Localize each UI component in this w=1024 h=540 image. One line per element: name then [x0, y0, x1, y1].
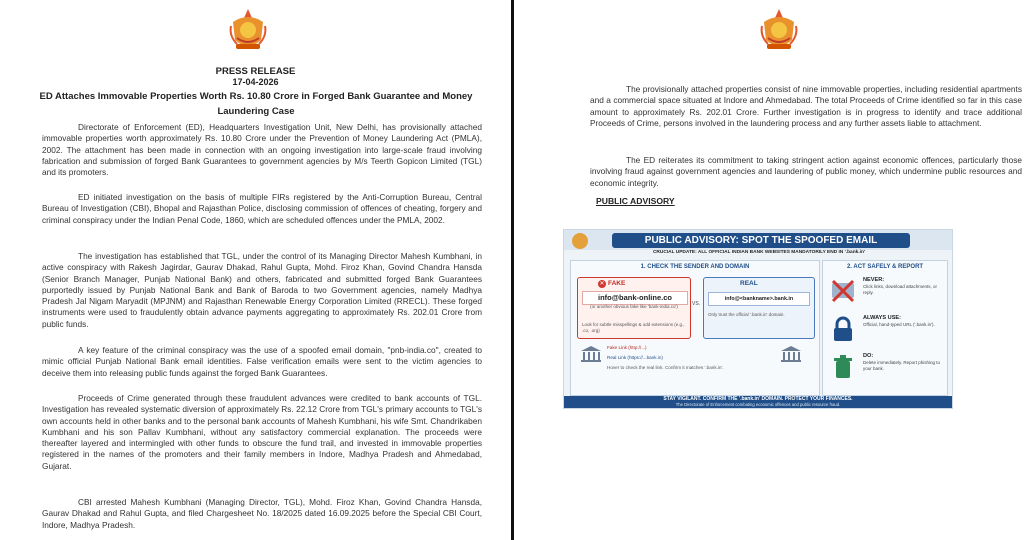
never-row [827, 275, 943, 311]
lock-icon [829, 315, 857, 343]
fake-label: FAKE [608, 280, 626, 287]
paragraph: The investigation has established that TGL, under the control of its Managing Director Mahesh Kumbhani, in active conspiracy with Rakesh Jagirdar, Gaurav Dhakad, Rahul Gupta, Mohd. Firoz Khan, Govind Chandra Hansda (Senior Branch Manager, Punjab National Bank) and others, fabricated and submitted forged Bank Guarantees purportedly issued by Punjab National Bank and Bank of Baroda to two Government agencies, namely Madhya Pradesh Jal Nigam Maryadit (MPJNM) and Rajasthan Renewable Energy Corporation Limited (RRECL). These forged instruments were used to fraudulently obtain advance payments aggregating to approximately Rs. 202.01 Crore from public funds. [42, 251, 482, 329]
do-text: Delete immediately. Report phishing to your bank. [863, 360, 940, 371]
section-check-sender: 1. CHECK THE SENDER AND DOMAIN [640, 264, 750, 270]
check-sender-panel [570, 260, 820, 396]
infographic-header-bar [564, 230, 952, 250]
ed-badge-icon [572, 233, 588, 249]
fake-link-text: Fake Link (http://...) [607, 345, 647, 350]
real-email-card [703, 277, 815, 339]
real-link-text: Real Link (https://...bank.in) [607, 355, 663, 360]
do-row [827, 351, 943, 387]
paragraph: A key feature of the criminal conspiracy was the use of a spoofed email domain, "pnb-india.co", created to mimic official Punjab National Bank email identities. False verification emails were sent to the victim agencies to deceive them into releasing public funds against the forged Bank Guarantees. [42, 345, 482, 378]
fake-email-card [577, 277, 691, 339]
x-mark-icon: ✕ [599, 281, 605, 287]
public-advisory-heading: PUBLIC ADVISORY [596, 196, 675, 206]
always-row [827, 313, 943, 349]
no-click-icon [829, 277, 857, 305]
infographic-footer [564, 396, 952, 408]
press-release-page-1 [0, 0, 511, 540]
always-heading: ALWAYS USE: [863, 315, 902, 321]
never-text: Click links, download attachments, or reply. [863, 284, 938, 295]
never-heading: NEVER: [863, 277, 885, 283]
bank-building-icon [779, 345, 803, 363]
paragraph: Proceeds of Crime generated through these fraudulent advances were credited to bank accounts of TGL. Investigation has revealed systematic diversion of approximately Rs. 22.12 Crore from TGL's primary accounts to TGL's own accounts held in other banks and to the personal bank accounts of Mahesh Kumbhani, his wife Smt. Chandrikaben Kumbhani and his son Pallav Kumbhani, without any satisfactory commercial explanation. The proceeds were thereafter layered and intermingled with other funds to obscure the fund trail, and invested in immovable properties registered in the names of the promoters and their family members in Indore, Madhya Pradesh and Ahmedabad, Gujarat. [42, 393, 482, 471]
spoofed-email-infographic [563, 229, 953, 409]
section-act-safely: 2. ACT SAFELY & REPORT [846, 264, 924, 270]
press-release-date: 17-04-2026 [232, 77, 279, 87]
vs-label: VS. [692, 301, 701, 307]
do-heading: DO: [863, 353, 874, 359]
footer-slogan: STAY VIGILANT. CONFIRM THE '.bank.in' DOMAIN. PROTECT YOUR FINANCES. [663, 396, 853, 402]
paragraph: The provisionally attached properties consist of nine immovable properties, including residential apartments and a commercial space situated at Indore and Ahmedabad. The total Proceeds of Crime identified so far in this case amount to approximately Rs. 202.01 Crore. Further investigation is in progress to identify and trace additional Proceeds of Crime, persons involved in the laundering process and any further assets liable to attachment. [590, 84, 1022, 128]
press-release-headline: ED Attaches Immovable Properties Worth Rs. 10.80 Crore in Forged Bank Guarantee and Money Laundering Case [39, 91, 473, 117]
always-text: Official, hand-typed URL ('.bank.in'). [863, 322, 935, 327]
fake-email-tip: Look for subtle misspellings & odd extensions (e.g., .co, .org) [582, 322, 685, 333]
paragraph: CBI arrested Mahesh Kumbhani (Managing Director, TGL), Mohd. Firoz Khan, Govind Chandra Hansda, Gaurav Dhakad and Rahul Gupta, and filed Chargesheet No. 18/2025 dated 16.09.2025 before the Special CBI Court, Indore, Madhya Pradesh. [42, 497, 482, 530]
link-check-area [607, 343, 767, 383]
trash-icon [829, 353, 857, 381]
ed-emblem-icon [754, 6, 804, 56]
real-email-tip: Only trust the official '.bank.in' domain. [708, 312, 785, 317]
ed-emblem-icon [223, 6, 273, 56]
press-release-title: PRESS RELEASE [215, 66, 296, 77]
footer-credit: The Directorate of Enforcement combating economic offences and public resource fraud. [675, 402, 841, 407]
link-hover-note: Hover to check the real link. Confirm it matches '.bank.in'. [607, 365, 724, 370]
bank-building-icon [579, 345, 603, 363]
paragraph: The ED reiterates its commitment to taking stringent action against economic offences, particularly those involving fraud against government agencies and laundering of public money, which undermine public resources and economic integrity. [590, 155, 1022, 188]
act-safely-panel [822, 260, 948, 396]
paragraph: ED initiated investigation on the basis of multiple FIRs registered by the Anti-Corruption Bureau, Central Bureau of Investigation (CBI), Bhopal and Rajasthan Police, disclosing commission of offences of cheating, forgery and criminal conspiracy under the Indian Penal Code, 1860, which are scheduled offences under the PMLA, 2002. [42, 192, 482, 225]
paragraph: Directorate of Enforcement (ED), Headquarters Investigation Unit, New Delhi, has provisionally attached immovable properties worth approximately Rs. 10.80 Crore under the Prevention of Money Laundering Act (PMLA), 2002. The attachment has been made in connection with an ongoing investigation into large-scale fraud involving fabrication and submission of forged Bank Guarantees to government agencies by M/s Teerth Gopicon Limited (TGL) and its promoters. [42, 122, 482, 178]
crucial-update: CRUCIAL UPDATE: ALL OFFICIAL INDIAN BANK WEBSITES MANDATORILY END IN '.bank.in' [652, 250, 866, 255]
real-label: REAL [740, 280, 758, 287]
fake-email-address: info@bank-online.co [582, 291, 688, 305]
fake-email-note: (or another obvious fake like 'bank-india.co') [590, 304, 678, 309]
real-email-address: info@<bankname>.bank.in [708, 292, 810, 306]
infographic-title: PUBLIC ADVISORY: SPOT THE SPOOFED EMAIL [612, 233, 910, 248]
